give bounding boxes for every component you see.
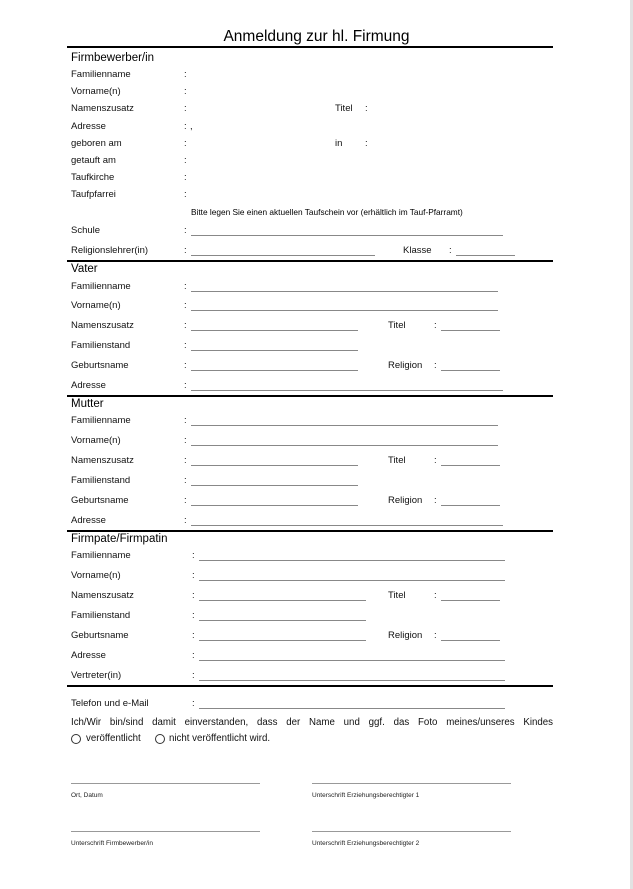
separator: : xyxy=(434,360,437,371)
separator: : xyxy=(184,380,187,391)
field-vater-familienstand[interactable] xyxy=(191,350,358,351)
label-mutter-familienstand: Familienstand xyxy=(71,475,131,486)
label-schule: Schule xyxy=(71,225,101,236)
signature-line-firmbewerber[interactable] xyxy=(71,831,260,832)
label-vorname: Vorname(n) xyxy=(71,86,121,97)
title-divider xyxy=(67,46,553,48)
separator: : xyxy=(192,630,195,641)
label-vater-namenszusatz: Namenszusatz xyxy=(71,320,134,331)
separator: : xyxy=(184,138,187,149)
label-pate-geburtsname: Geburtsname xyxy=(71,630,129,641)
field-mutter-religion[interactable] xyxy=(441,505,500,506)
section-heading-mutter: Mutter xyxy=(71,398,104,410)
label-namenszusatz: Namenszusatz xyxy=(71,103,134,114)
separator: : xyxy=(434,455,437,466)
section-heading-firmbewerber: Firmbewerber/in xyxy=(71,52,155,64)
section-heading-firmpate: Firmpate/Firmpatin xyxy=(71,533,168,545)
page-title: Anmeldung zur hl. Firmung xyxy=(223,28,410,45)
field-mutter-titel[interactable] xyxy=(441,465,500,466)
field-vater-geburtsname[interactable] xyxy=(191,370,358,371)
label-titel: Titel xyxy=(335,103,353,114)
radio-publish-label: veröffentlicht xyxy=(86,733,141,744)
separator: : xyxy=(184,300,187,311)
field-telefon-email[interactable] xyxy=(199,708,505,709)
label-pate-religion: Religion xyxy=(388,630,423,641)
radio-no-publish-label: nicht veröffentlicht wird. xyxy=(169,733,271,744)
label-pate-vertreter: Vertreter(in) xyxy=(71,670,122,681)
separator: : xyxy=(184,172,187,183)
radio-publish[interactable] xyxy=(71,734,81,744)
label-mutter-adresse: Adresse xyxy=(71,515,106,526)
field-mutter-namenszusatz[interactable] xyxy=(191,465,358,466)
field-mutter-adresse[interactable] xyxy=(191,525,503,526)
field-pate-vertreter[interactable] xyxy=(199,680,505,681)
signature-line-ort-datum[interactable] xyxy=(71,783,260,784)
separator: : xyxy=(184,340,187,351)
label-mutter-namenszusatz: Namenszusatz xyxy=(71,455,134,466)
separator: : xyxy=(184,86,187,97)
field-vater-namenszusatz[interactable] xyxy=(191,330,358,331)
label-mutter-vorname: Vorname(n) xyxy=(71,435,121,446)
field-religionslehrer[interactable] xyxy=(191,255,375,256)
separator: : xyxy=(184,435,187,446)
separator: : xyxy=(184,155,187,166)
label-pate-vorname: Vorname(n) xyxy=(71,570,121,581)
separator: : xyxy=(184,69,187,80)
label-geboren-am: geboren am xyxy=(71,138,122,149)
section-divider xyxy=(67,530,553,532)
section-divider xyxy=(67,395,553,397)
label-taufkirche: Taufkirche xyxy=(71,172,115,183)
separator: : xyxy=(184,495,187,506)
baptism-certificate-note: Bitte legen Sie einen aktuellen Taufschein vor (erhältlich im Tauf-Pfarramt) xyxy=(191,207,463,217)
separator: : xyxy=(192,650,195,661)
label-vater-vorname: Vorname(n) xyxy=(71,300,121,311)
label-klasse: Klasse xyxy=(403,245,432,256)
label-taufpfarrei: Taufpfarrei xyxy=(71,189,116,200)
field-vater-vorname[interactable] xyxy=(191,310,498,311)
field-adresse[interactable]: , xyxy=(190,121,193,132)
separator: : xyxy=(434,320,437,331)
separator: : xyxy=(184,360,187,371)
separator: : xyxy=(365,103,368,114)
field-vater-adresse[interactable] xyxy=(191,390,503,391)
separator: : xyxy=(365,138,368,149)
label-getauft-am: getauft am xyxy=(71,155,116,166)
label-mutter-familienname: Familienname xyxy=(71,415,131,426)
signature-label-erziehungsberechtigter-2: Unterschrift Erziehungsberechtigter 2 xyxy=(312,840,420,847)
field-mutter-geburtsname[interactable] xyxy=(191,505,358,506)
label-mutter-geburtsname: Geburtsname xyxy=(71,495,129,506)
label-familienname: Familienname xyxy=(71,69,131,80)
separator: : xyxy=(184,455,187,466)
separator: : xyxy=(184,121,187,132)
field-mutter-familienname[interactable] xyxy=(191,425,498,426)
label-pate-familienstand: Familienstand xyxy=(71,610,131,621)
separator: : xyxy=(192,570,195,581)
field-pate-familienstand[interactable] xyxy=(199,620,366,621)
label-mutter-religion: Religion xyxy=(388,495,423,506)
field-mutter-familienstand[interactable] xyxy=(191,485,358,486)
separator: : xyxy=(184,103,187,114)
separator: : xyxy=(184,245,187,256)
separator: : xyxy=(184,515,187,526)
field-pate-titel[interactable] xyxy=(441,600,500,601)
separator: : xyxy=(192,610,195,621)
separator: : xyxy=(192,590,195,601)
signature-label-erziehungsberechtigter-1: Unterschrift Erziehungsberechtigter 1 xyxy=(312,792,420,799)
radio-no-publish[interactable] xyxy=(155,734,165,744)
label-pate-adresse: Adresse xyxy=(71,650,106,661)
section-divider xyxy=(67,685,553,687)
field-schule[interactable] xyxy=(191,235,503,236)
label-vater-religion: Religion xyxy=(388,360,423,371)
field-klasse[interactable] xyxy=(456,255,515,256)
separator: : xyxy=(184,415,187,426)
separator: : xyxy=(434,630,437,641)
field-pate-adresse[interactable] xyxy=(199,660,505,661)
separator: : xyxy=(184,475,187,486)
label-pate-familienname: Familienname xyxy=(71,550,131,561)
field-vater-familienname[interactable] xyxy=(191,291,498,292)
label-adresse: Adresse xyxy=(71,121,106,132)
consent-text: Ich/Wir bin/sind damit einverstanden, dass der Name und ggf. das Foto meines/unseres Kindes xyxy=(71,717,553,728)
label-pate-namenszusatz: Namenszusatz xyxy=(71,590,134,601)
separator: : xyxy=(184,320,187,331)
label-vater-geburtsname: Geburtsname xyxy=(71,360,129,371)
label-geboren-in: in xyxy=(335,138,343,149)
separator: : xyxy=(184,281,187,292)
separator: : xyxy=(192,550,195,561)
label-religionslehrer: Religionslehrer(in) xyxy=(71,245,149,256)
separator: : xyxy=(434,590,437,601)
label-mutter-titel: Titel xyxy=(388,455,406,466)
label-vater-familienstand: Familienstand xyxy=(71,340,131,351)
label-vater-adresse: Adresse xyxy=(71,380,106,391)
field-pate-religion[interactable] xyxy=(441,640,500,641)
separator: : xyxy=(192,670,195,681)
label-telefon-email: Telefon und e-Mail xyxy=(71,698,149,709)
label-vater-familienname: Familienname xyxy=(71,281,131,292)
separator: : xyxy=(434,495,437,506)
field-pate-namenszusatz[interactable] xyxy=(199,600,366,601)
signature-line-erziehungsberechtigter-2[interactable] xyxy=(312,831,511,832)
field-pate-vorname[interactable] xyxy=(199,580,505,581)
label-vater-titel: Titel xyxy=(388,320,406,331)
field-pate-familienname[interactable] xyxy=(199,560,505,561)
field-vater-titel[interactable] xyxy=(441,330,500,331)
signature-label-firmbewerber: Unterschrift Firmbewerber/in xyxy=(71,840,153,847)
section-heading-vater: Vater xyxy=(71,263,98,275)
separator: : xyxy=(192,698,195,709)
field-vater-religion[interactable] xyxy=(441,370,500,371)
separator: : xyxy=(184,225,187,236)
signature-label-ort-datum: Ort, Datum xyxy=(71,792,103,799)
separator: : xyxy=(449,245,452,256)
field-pate-geburtsname[interactable] xyxy=(199,640,366,641)
separator: : xyxy=(184,189,187,200)
field-mutter-vorname[interactable] xyxy=(191,445,498,446)
section-divider xyxy=(67,260,553,262)
label-pate-titel: Titel xyxy=(388,590,406,601)
signature-line-erziehungsberechtigter-1[interactable] xyxy=(312,783,511,784)
